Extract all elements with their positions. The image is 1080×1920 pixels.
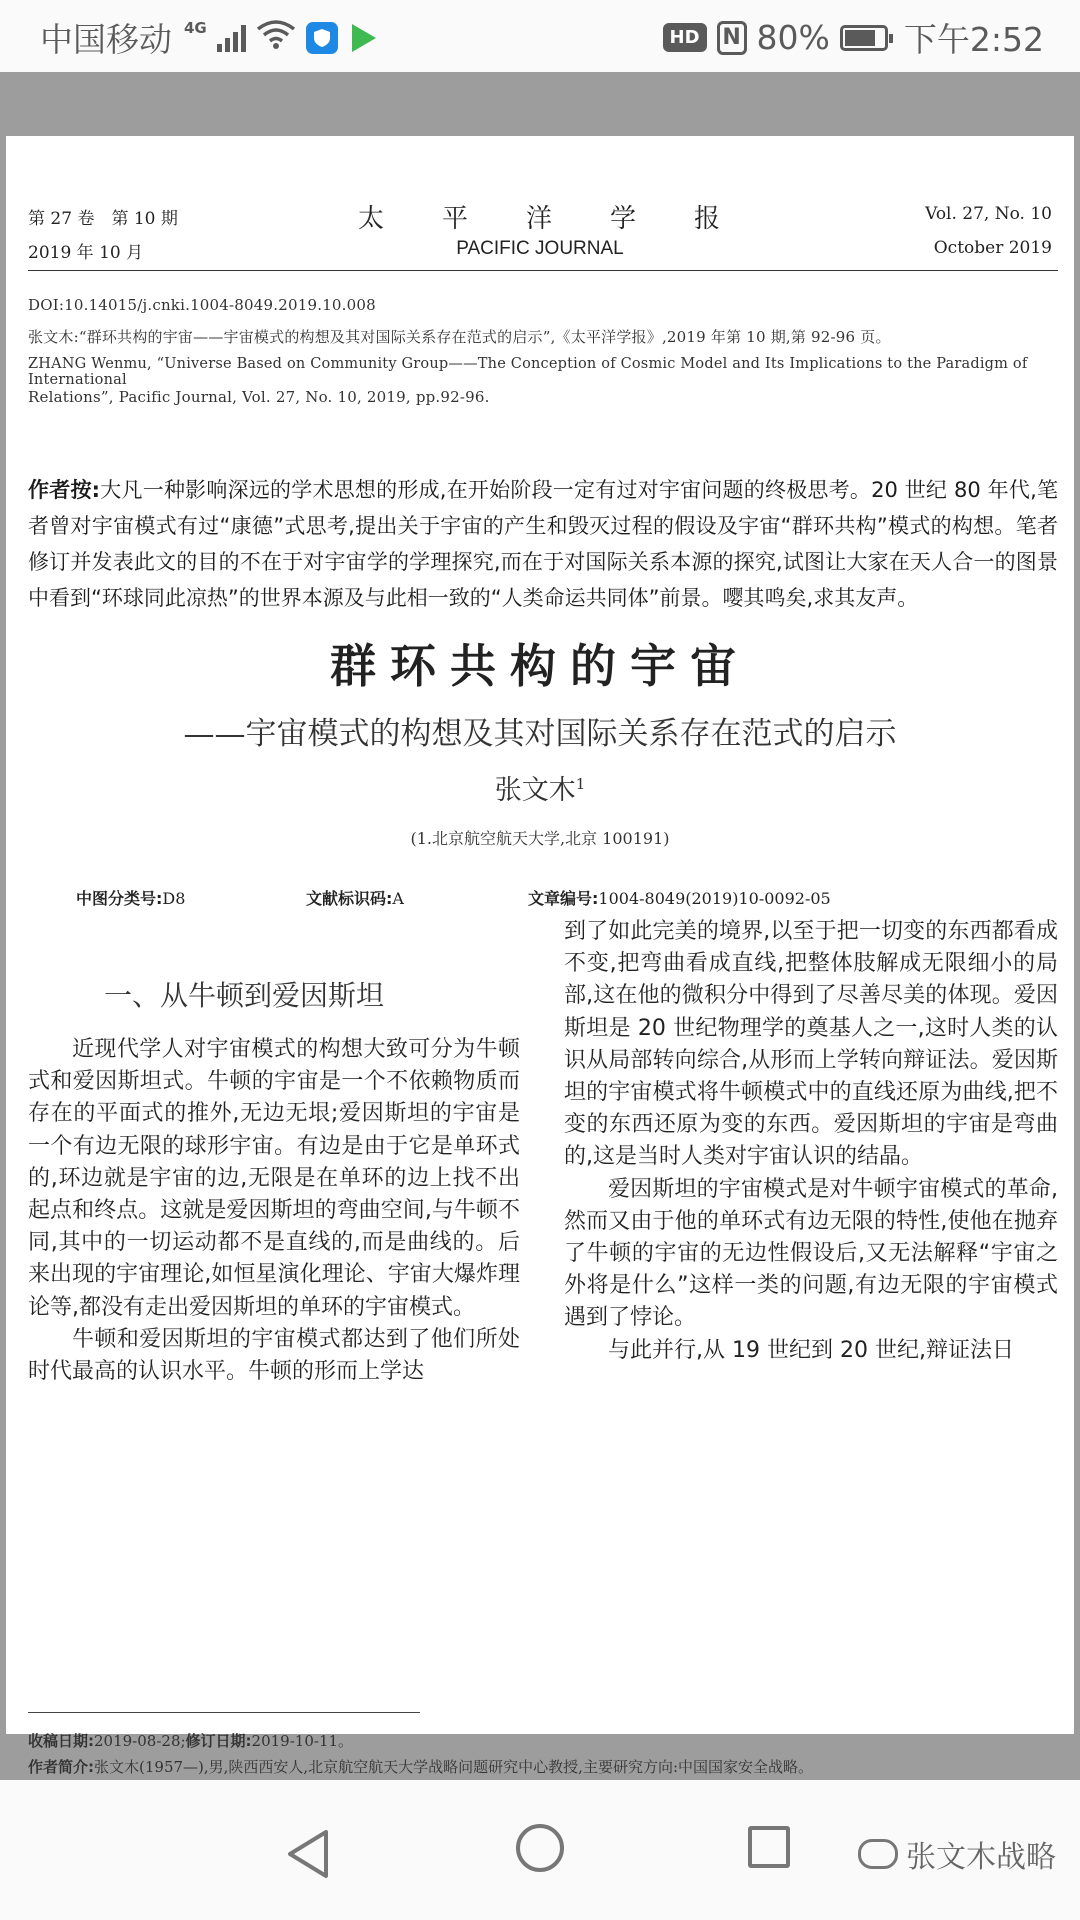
recent-apps-button[interactable] <box>748 1826 790 1868</box>
clc-code <box>76 886 185 909</box>
network-type: 4G <box>184 18 207 37</box>
article-no-value: 1004-8049(2019)10-0092-05 <box>598 889 831 908</box>
volume-en: Vol. 27, No. 10 <box>925 204 1052 224</box>
home-button[interactable] <box>516 1824 564 1872</box>
section-heading: 一、从牛顿到爱因斯坦 <box>104 979 385 1012</box>
pdf-page <box>6 136 1074 1776</box>
wifi-icon <box>256 18 296 57</box>
issue-volume: 第 27 卷 第 10 期 <box>28 209 178 229</box>
battery-icon <box>840 25 888 51</box>
bio-label: 作者简介: <box>28 1758 94 1776</box>
article-subtitle: ——宇宙模式的构想及其对国际关系存在范式的启示 <box>183 716 897 752</box>
navigation-bar <box>0 1780 1080 1920</box>
revised-date: 2019-10-11。 <box>251 1732 354 1750</box>
paragraph: 爱因斯坦的宇宙模式是对牛顿宇宙模式的革命,然而又由于他的单环式有边无限的特性,使他在抛弃了牛顿的宇宙的无边性假设后,又无法解释“宇宙之外将是什么”这样一类的问题,有边无限的宇宙模式遇到了悖论。 <box>564 1176 1058 1331</box>
document-code <box>306 886 404 909</box>
revised-label: 修订日期: <box>185 1732 252 1750</box>
author-note <box>28 472 1058 616</box>
nfc-icon: N <box>717 21 747 55</box>
issue-date: 2019 年 10 月 <box>28 243 144 263</box>
article-author <box>6 768 1074 807</box>
author-name: 张文木 <box>494 775 576 806</box>
carrier-name: 中国移动 <box>40 20 172 59</box>
citation-en-line2: Relations”, Pacific Journal, Vol. 27, No. 10, 2019, pp.92-96. <box>28 388 490 406</box>
journal-title-cn: 太 平 洋 学 报 <box>357 204 722 234</box>
document-viewer[interactable] <box>0 72 1080 1780</box>
clock: 下午2:52 <box>903 20 1044 59</box>
body-column-left <box>28 1034 520 1388</box>
received-dates <box>28 1730 1058 1751</box>
article-title: 群环共构的宇宙 <box>330 639 750 693</box>
citation-cn: 张文木:“群环共构的宇宙——宇宙模式的构想及其对国际关系存在范式的启示”,《太平洋学报》,2019 年第 10 期,第 92-96 页。 <box>28 328 891 346</box>
article-no-label: 文章编号: <box>528 889 599 908</box>
clc-label: 中图分类号: <box>76 889 163 908</box>
hd-icon: HD <box>663 23 707 52</box>
paragraph: 近现代学人对宇宙模式的构想大致可分为牛顿式和爱因斯坦式。牛顿的宇宙是一个不依赖物质而存在的平面式的推外,无边无垠;爱因斯坦的宇宙是一个有边无限的球形宇宙。有边是由于它是单环式的,环边就是宇宙的边,无限是在单环的边上找不出起点和终点。这就是爱因斯坦的弯曲空间,与牛顿不同,其中的一切运动都不是直线的,而是曲线的。后来出现的宇宙理论,如恒星演化理论、宇宙大爆炸理论等,都没有走出爱因斯坦的单环的宇宙模式。 <box>28 1037 520 1320</box>
footnote-rule <box>28 1712 420 1713</box>
doc-code-label: 文献标识码: <box>306 889 393 908</box>
bio-text: 张文木(1957—),男,陕西西安人,北京航空航天大学战略问题研究中心教授,主要研究方向:中国国家安全战略。 <box>94 1758 814 1776</box>
author-note-text: 大凡一种影响深远的学术思想的形成,在开始阶段一定有过对宇宙问题的终极思考。20 世纪 80 年代,笔者曾对宇宙模式有过“康德”式思考,提出关于宇宙的产生和毁灭过程的假设及宇宙“群环共构”模式的构想。笔者修订并发表此文的目的不在于对宇宙学的学理探究,而在于对国际关系本源的探究,试图让大家在天人合一的图景中看到“环球同此凉热”的世界本源及与此相一致的“人类命运共同体”前景。嘤其鸣矣,求其友声。 <box>28 478 1058 610</box>
affiliation: (1.北京航空航天大学,北京 100191) <box>410 829 670 848</box>
wechat-icon <box>858 1839 898 1869</box>
paragraph: 与此并行,从 19 世纪到 20 世纪,辩证法日 <box>608 1337 1014 1363</box>
watermark-text: 张文木战略 <box>906 1840 1056 1875</box>
body-column-right <box>564 916 1058 1367</box>
watermark <box>858 1832 1056 1876</box>
date-en: October 2019 <box>933 238 1052 258</box>
signal-icon <box>217 24 246 52</box>
header-rule <box>28 270 1058 271</box>
doc-code-value: A <box>392 889 404 908</box>
author-note-label: 作者按: <box>28 478 101 502</box>
received-label: 收稿日期: <box>28 1732 94 1750</box>
video-app-icon <box>352 24 376 52</box>
battery-percent: 80% <box>756 18 830 57</box>
battery-level <box>845 30 875 46</box>
author-bio <box>28 1756 1058 1777</box>
doi: DOI:10.14015/j.cnki.1004-8049.2019.10.008 <box>28 296 376 314</box>
citation-en-line1: ZHANG Wenmu, “Universe Based on Community Group——The Conception of Cosmic Model and Its Implications to the Paradigm of International <box>28 356 1028 388</box>
status-bar <box>0 0 1080 72</box>
received-date: 2019-08-28; <box>94 1732 186 1750</box>
paragraph: 牛顿和爱因斯坦的宇宙模式都达到了他们所处时代最高的认识水平。牛顿的形而上学达 <box>28 1326 520 1385</box>
back-button[interactable] <box>286 1828 330 1884</box>
journal-title-en: PACIFIC JOURNAL <box>456 238 624 259</box>
clc-value: D8 <box>162 889 186 908</box>
author-superscript: 1 <box>575 775 586 793</box>
shield-app-icon <box>306 22 338 54</box>
paragraph: 到了如此完美的境界,以至于把一切变的东西都看成不变,把弯曲看成直线,把整体肢解成无限细小的局部,这在他的微积分中得到了尽善尽美的体现。爱因斯坦是 20 世纪物理学的奠基人之一,这时人类的认识从局部转向综合,从形而上学转向辩证法。爱因斯坦的宇宙模式将牛顿模式中的直线还原为曲线,把不变的东西还原为变的东西。爱因斯坦的宇宙是弯曲的,这是当时人类对宇宙认识的结晶。 <box>564 919 1058 1170</box>
article-number <box>528 886 831 909</box>
